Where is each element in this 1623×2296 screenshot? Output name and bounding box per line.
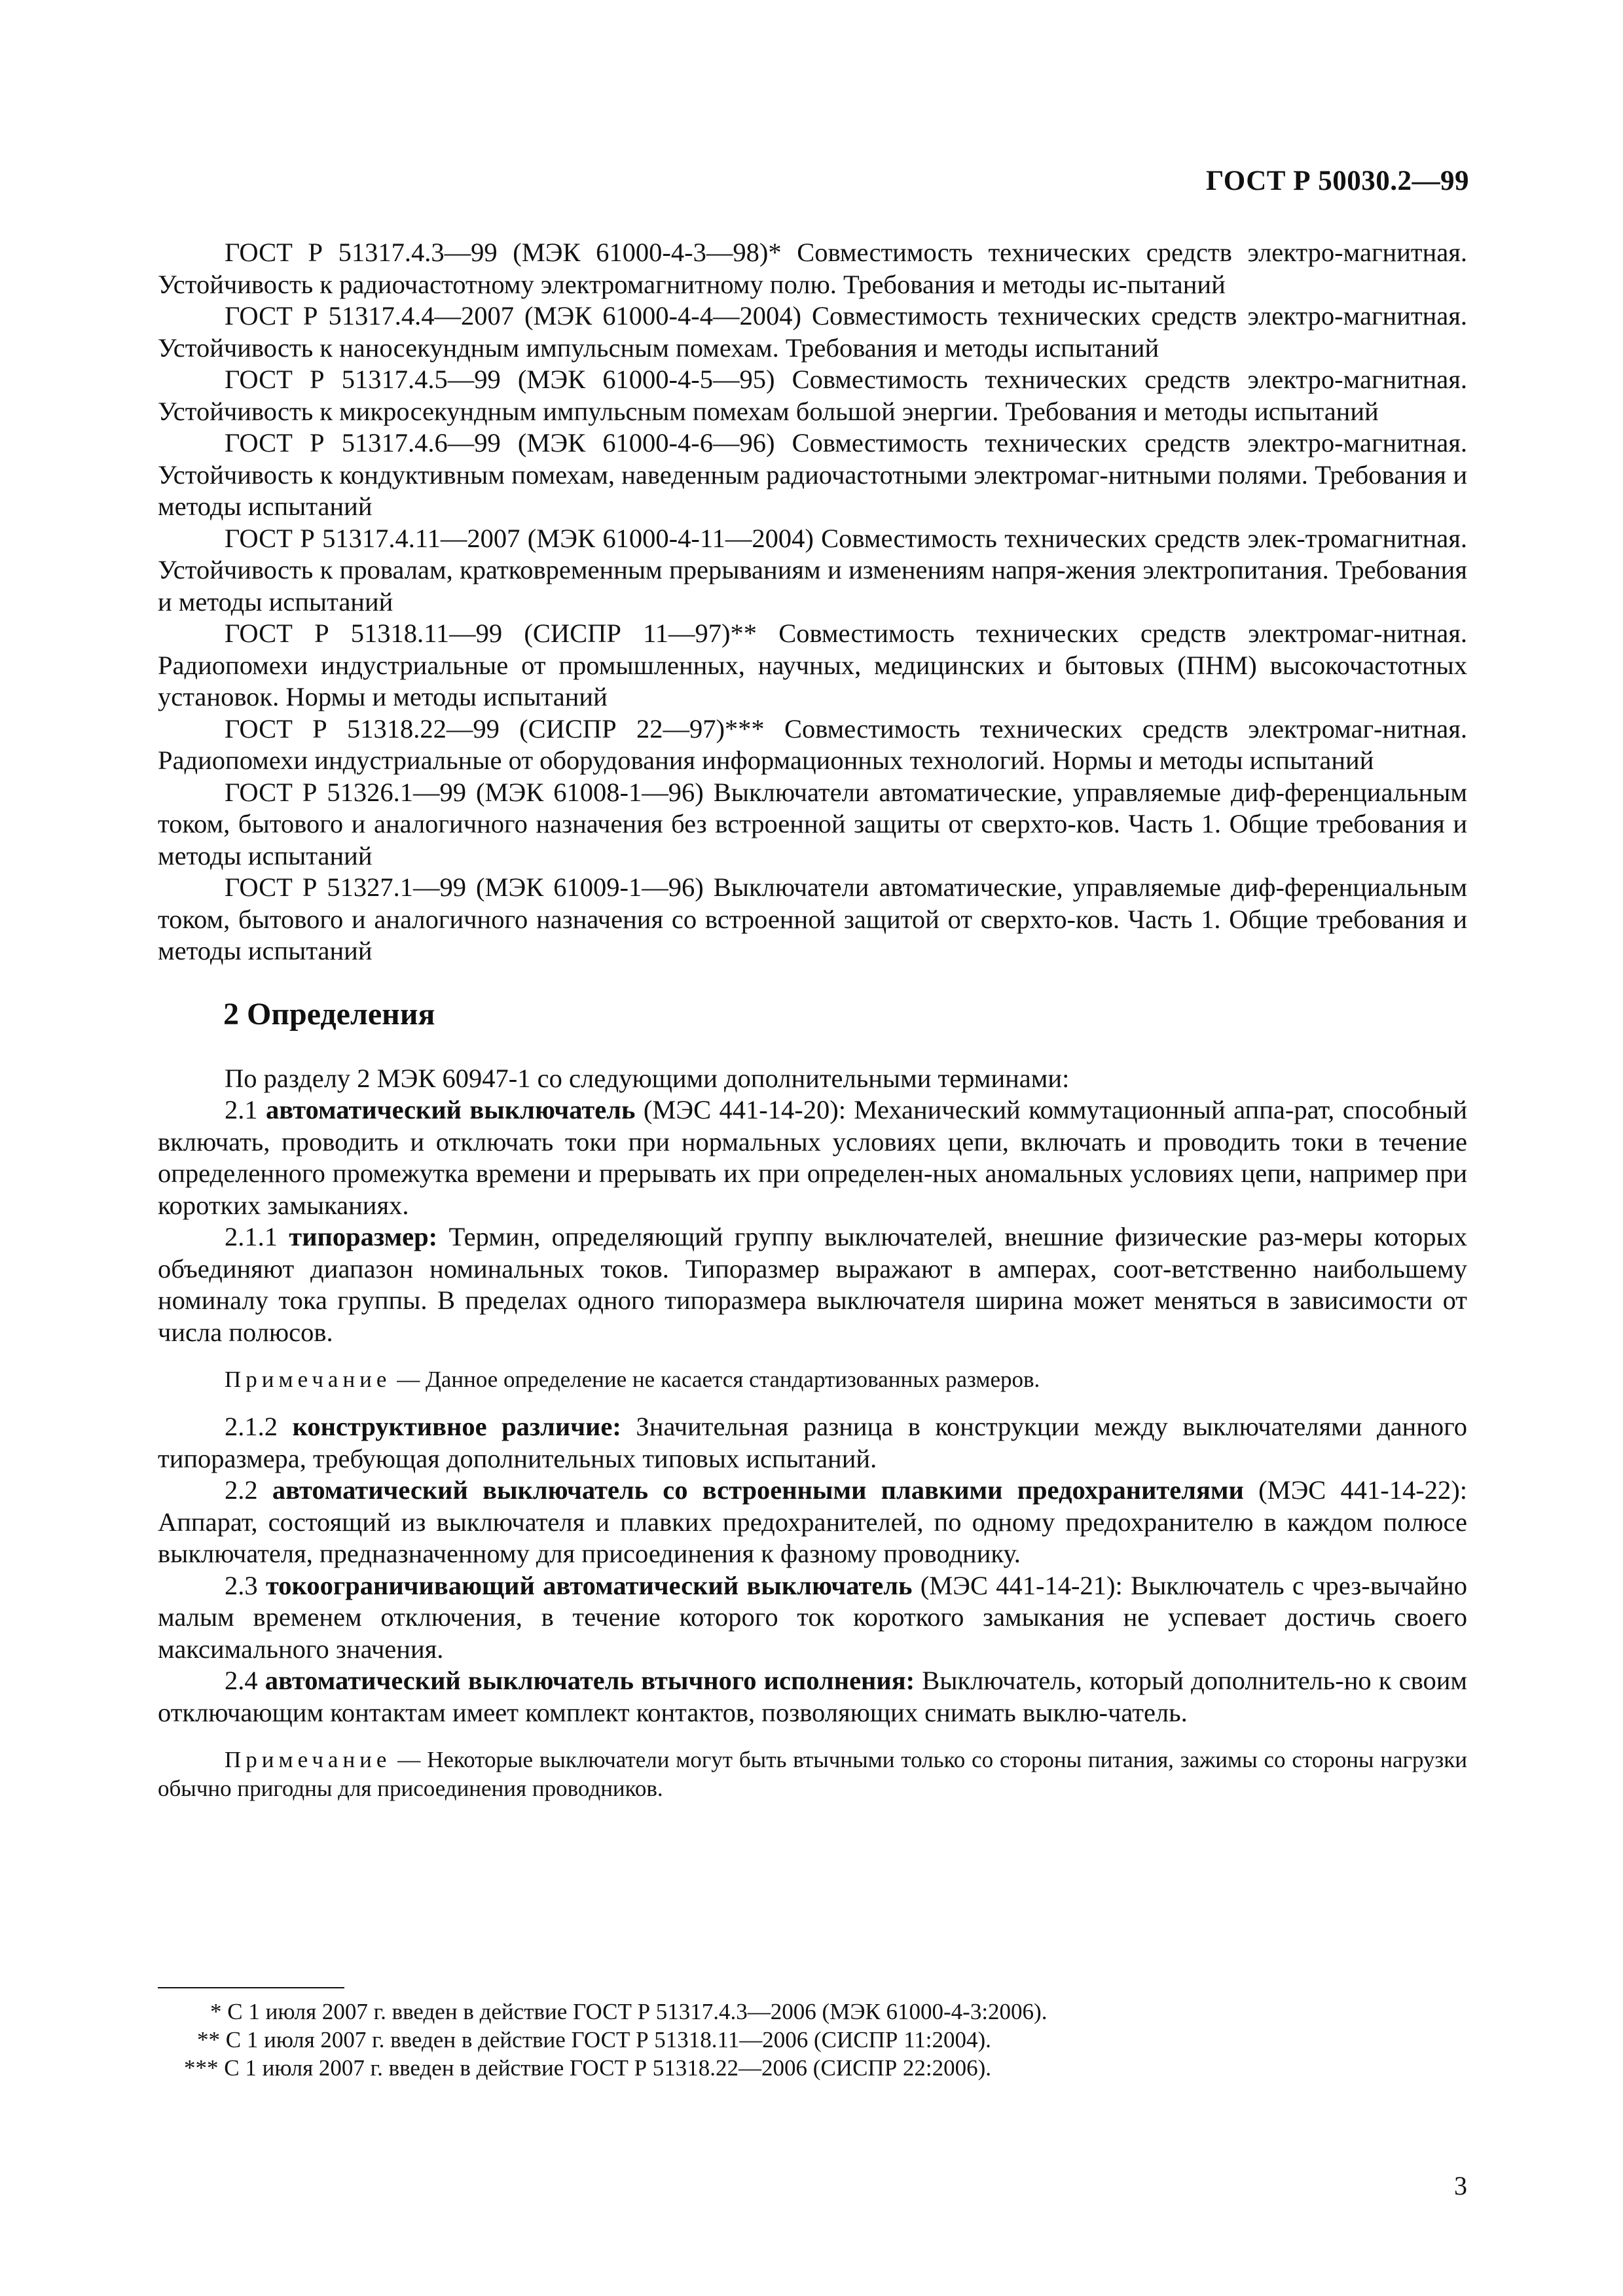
definition-number: 2.1.2 <box>225 1412 293 1441</box>
document-code: ГОСТ Р 50030.2—99 <box>1205 166 1469 196</box>
definition-text: (МЭС 441-14-22): Аппарат, состоящий из выключателя и плавких предохранителей, по одному предохранителю в каждом полюсе выключателя, предназначенному для присоединения к фазному проводнику. <box>158 1475 1468 1568</box>
definition-text: Значительная разница в конструкции между выключателями данного типоразмера, требующая дополнительных типовых испытаний. <box>158 1412 1467 1473</box>
definition-term: автоматический выключатель <box>266 1095 636 1124</box>
definition-term: токоограничивающий автоматический выключатель <box>265 1570 913 1600</box>
note-text: — Данное определение не касается стандартизованных размеров. <box>391 1367 1040 1392</box>
reference-item: ГОСТ Р 51317.4.3—99 (МЭК 61000-4-3—98)* Совместимость технических средств электро-магнитная. Устойчивость к радиочастотному электромагнитному полю. Требования и методы ис-пытаний <box>158 238 1467 299</box>
definition-term: конструктивное различие: <box>292 1412 621 1441</box>
section-intro: По разделу 2 МЭК 60947-1 со следующими дополнительными терминами: <box>225 1063 1070 1093</box>
definition-2-3 <box>158 1570 1467 1666</box>
definition-number: 2.1.1 <box>225 1222 289 1251</box>
reference-item: ГОСТ Р 51317.4.5—99 (МЭК 61000-4-5—95) Совместимость технических средств электро-магнитная. Устойчивость к микросекундным импульсным помехам большой энергии. Требования и методы испытаний <box>158 365 1467 426</box>
definition-number: 2.1 <box>225 1095 266 1124</box>
page-body <box>158 237 1467 1820</box>
note-label: Примечание <box>225 1747 392 1772</box>
definition-2-1 <box>158 1094 1467 1221</box>
footnote-separator <box>158 1987 344 1988</box>
reference-item: ГОСТ Р 51317.4.6—99 (МЭК 61000-4-6—96) Совместимость технических средств электро-магнитная. Устойчивость к кондуктивным помехам, наведенным радиочастотными электромаг-нитными полями. Требования и методы испытаний <box>158 428 1467 521</box>
reference-item: ГОСТ Р 51326.1—99 (МЭК 61008-1—96) Выключатели автоматические, управляемые диф-ференциальным током, бытового и аналогичного назначения без встроенной защиты от сверхто-ков. Часть 1. Общие требования и методы испытаний <box>158 777 1467 870</box>
reference-item: ГОСТ Р 51317.4.4—2007 (МЭК 61000-4-4—2004) Совместимость технических средств электро-магнитная. Устойчивость к наносекундным импульсным помехам. Требования и методы испытаний <box>158 301 1467 363</box>
page-number: 3 <box>1454 2171 1467 2200</box>
definition-text: Выключатель, который дополнитель-но к своим отключающим контактам имеет комплект контактов, позволяющих снимать выклю-чатель. <box>158 1666 1468 1727</box>
footnote-item: *** С 1 июля 2007 г. введен в действие ГОСТ Р 51318.22—2006 (СИСПР 22:2006). <box>184 2055 992 2081</box>
footnotes <box>158 1998 1402 2082</box>
note-label: Примечание <box>225 1367 392 1392</box>
definition-2-2 <box>158 1475 1467 1570</box>
footnote-item: ** С 1 июля 2007 г. введен в действие ГОСТ Р 51318.11—2006 (СИСПР 11:2004). <box>197 2027 991 2053</box>
reference-item: ГОСТ Р 51317.4.11—2007 (МЭК 61000-4-11—2004) Совместимость технических средств элек-тромагнитная. Устойчивость к провалам, кратковременным прерываниям и изменениям напря-жения электропитания. Требования и методы испытаний <box>158 523 1467 617</box>
reference-item: ГОСТ Р 51318.22—99 (СИСПР 22—97)*** Совместимость технических средств электромаг-нитная. Радиопомехи индустриальные от оборудования информационных технологий. Нормы и методы испытаний <box>158 713 1467 775</box>
reference-item: ГОСТ Р 51327.1—99 (МЭК 61009-1—96) Выключатели автоматические, управляемые диф-ференциальным током, бытового и аналогичного назначения со встроенной защитой от сверхто-ков. Часть 1. Общие требования и методы испытаний <box>158 872 1467 965</box>
definition-term: автоматический выключатель втычного исполнения: <box>264 1666 915 1695</box>
note-2 <box>158 1746 1467 1803</box>
definition-2-4 <box>158 1665 1467 1729</box>
definition-number: 2.4 <box>225 1666 265 1695</box>
definition-term: автоматический выключатель со встроенными плавкими предохранителями <box>272 1475 1244 1505</box>
definition-number: 2.2 <box>225 1475 272 1505</box>
reference-item: ГОСТ Р 51318.11—99 (СИСПР 11—97)** Совместимость технических средств электромаг-нитная. Радиопомехи индустриальные от промышленных, научных, медицинских и бытовых (ПНМ) высокочастотных установок. Нормы и методы испытаний <box>158 619 1467 711</box>
definition-2-1-1 <box>158 1221 1467 1348</box>
definition-2-1-2 <box>158 1411 1467 1475</box>
definition-text: Термин, определяющий группу выключателей, внешние физические раз-меры которых объединяют диапазон номинальных токов. Типоразмер выражают в амперах, соот-ветственно наибольшему номиналу тока группы. В пределах одного типоразмера выключателя ширина может меняться в зависимости от числа полюсов. <box>158 1222 1468 1347</box>
definition-term: типоразмер: <box>289 1222 438 1251</box>
definition-text: (МЭС 441-14-20): Механический коммутационный аппа-рат, способный включать, проводить и отключать токи при нормальных условиях цепи, включать и проводить токи в течение определенного промежутка времени и прерывать их при определен-ных аномальных условиях цепи, например при коротких замыканиях. <box>158 1095 1467 1220</box>
note-1 <box>158 1365 1467 1394</box>
definition-number: 2.3 <box>225 1570 266 1600</box>
footnote-item: * С 1 июля 2007 г. введен в действие ГОСТ Р 51317.4.3—2006 (МЭК 61000-4-3:2006). <box>210 1999 1048 2024</box>
section-title: 2 Определения <box>223 996 435 1031</box>
definition-text: (МЭС 441-14-21): Выключатель с чрез-вычайно малым временем отключения, в течение которого ток короткого замыкания не успевает достичь своего максимального значения. <box>158 1570 1467 1664</box>
note-text: — Некоторые выключатели могут быть втычными только со стороны питания, зажимы со стороны нагрузки обычно пригодны для присоединения проводников. <box>158 1747 1467 1801</box>
